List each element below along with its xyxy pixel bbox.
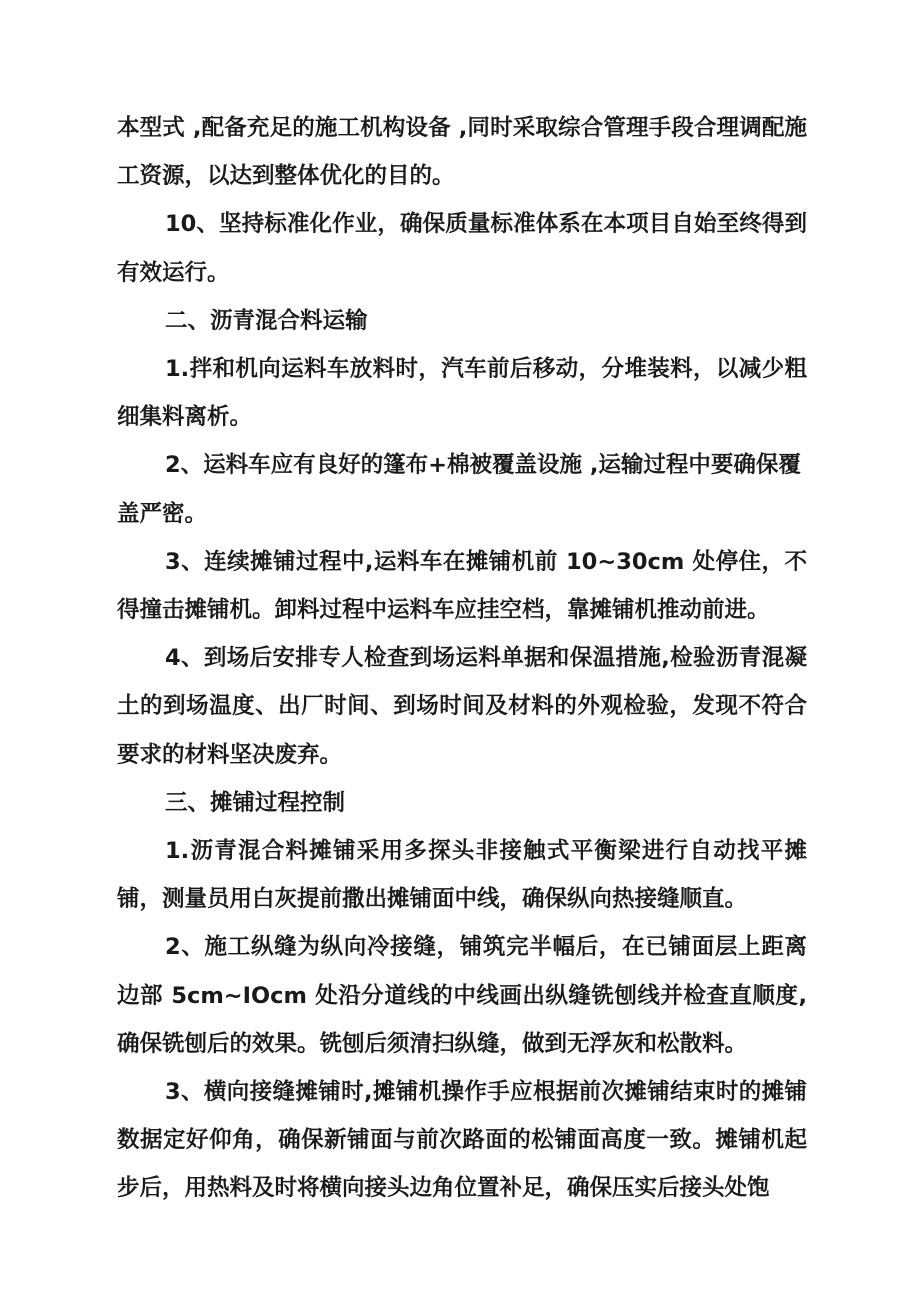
- numbered-item-4-arrival-inspection: 4、到场后安排专人检查到场运料单据和保温措施,检验沥青混凝土的到场温度、出厂时间、到场时间及材料的外观检验，发现不符合要求的材料坚决废弃。: [117, 645, 807, 768]
- numbered-item-2-tarpaulin-quilt-cover: 2、运料车应有良好的篷布+棉被覆盖设施 ,运输过程中要确保覆盖严密。: [117, 452, 801, 527]
- section-heading-three-paving-process-control: 三、摊铺过程控制: [165, 789, 346, 816]
- paragraph-continuation-body-type: 本型式 ,配备充足的施工机构设备 ,同时采取综合管理手段合理调配施工资源，以达到整体优化的目的。: [117, 115, 807, 190]
- numbered-item-3-transverse-joint-paving: 3、横向接缝摊铺时,摊铺机操作手应根据前次摊铺结束时的摊铺数据定好仰角，确保新铺面与前次路面的松铺面高度一致。摊铺机起步后，用热料及时将横向接头边角位置补足，确保压实后接头处饱: [117, 1079, 807, 1202]
- numbered-item-3-continuous-paving-distance: 3、连续摊铺过程中,运料车在摊铺机前 10~30cm 处停住，不得撞击摊铺机。卸料过程中运料车应挂空档，靠摊铺机推动前进。: [117, 548, 807, 624]
- numbered-item-2-longitudinal-cold-joint: 2、施工纵缝为纵向冷接缝，铺筑完半幅后，在已铺面层上距离边部 5cm~IOcm 处沿分道线的中线画出纵缝铣刨线并检查直顺度,确保铣刨后的效果。铣刨后须清扫纵缝，做到无浮灰和松散料。: [117, 934, 807, 1057]
- numbered-item-1-mixer-discharge: 1.拌和机向运料车放料时，汽车前后移动，分堆装料，以减少粗细集料离析。: [117, 356, 807, 431]
- section-heading-two-asphalt-mix-transport: 二、沥青混合料运输: [165, 307, 368, 334]
- document-text-body: [117, 104, 807, 1213]
- numbered-item-1-multi-sensor-leveling: 1.沥青混合料摊铺采用多探头非接触式平衡梁进行自动找平摊铺，测量员用白灰提前撒出摊铺面中线，确保纵向热接缝顺直。: [117, 838, 807, 913]
- numbered-item-10-standardized-operation: 10、坚持标准化作业，确保质量标准体系在本项目自始至终得到有效运行。: [117, 211, 807, 286]
